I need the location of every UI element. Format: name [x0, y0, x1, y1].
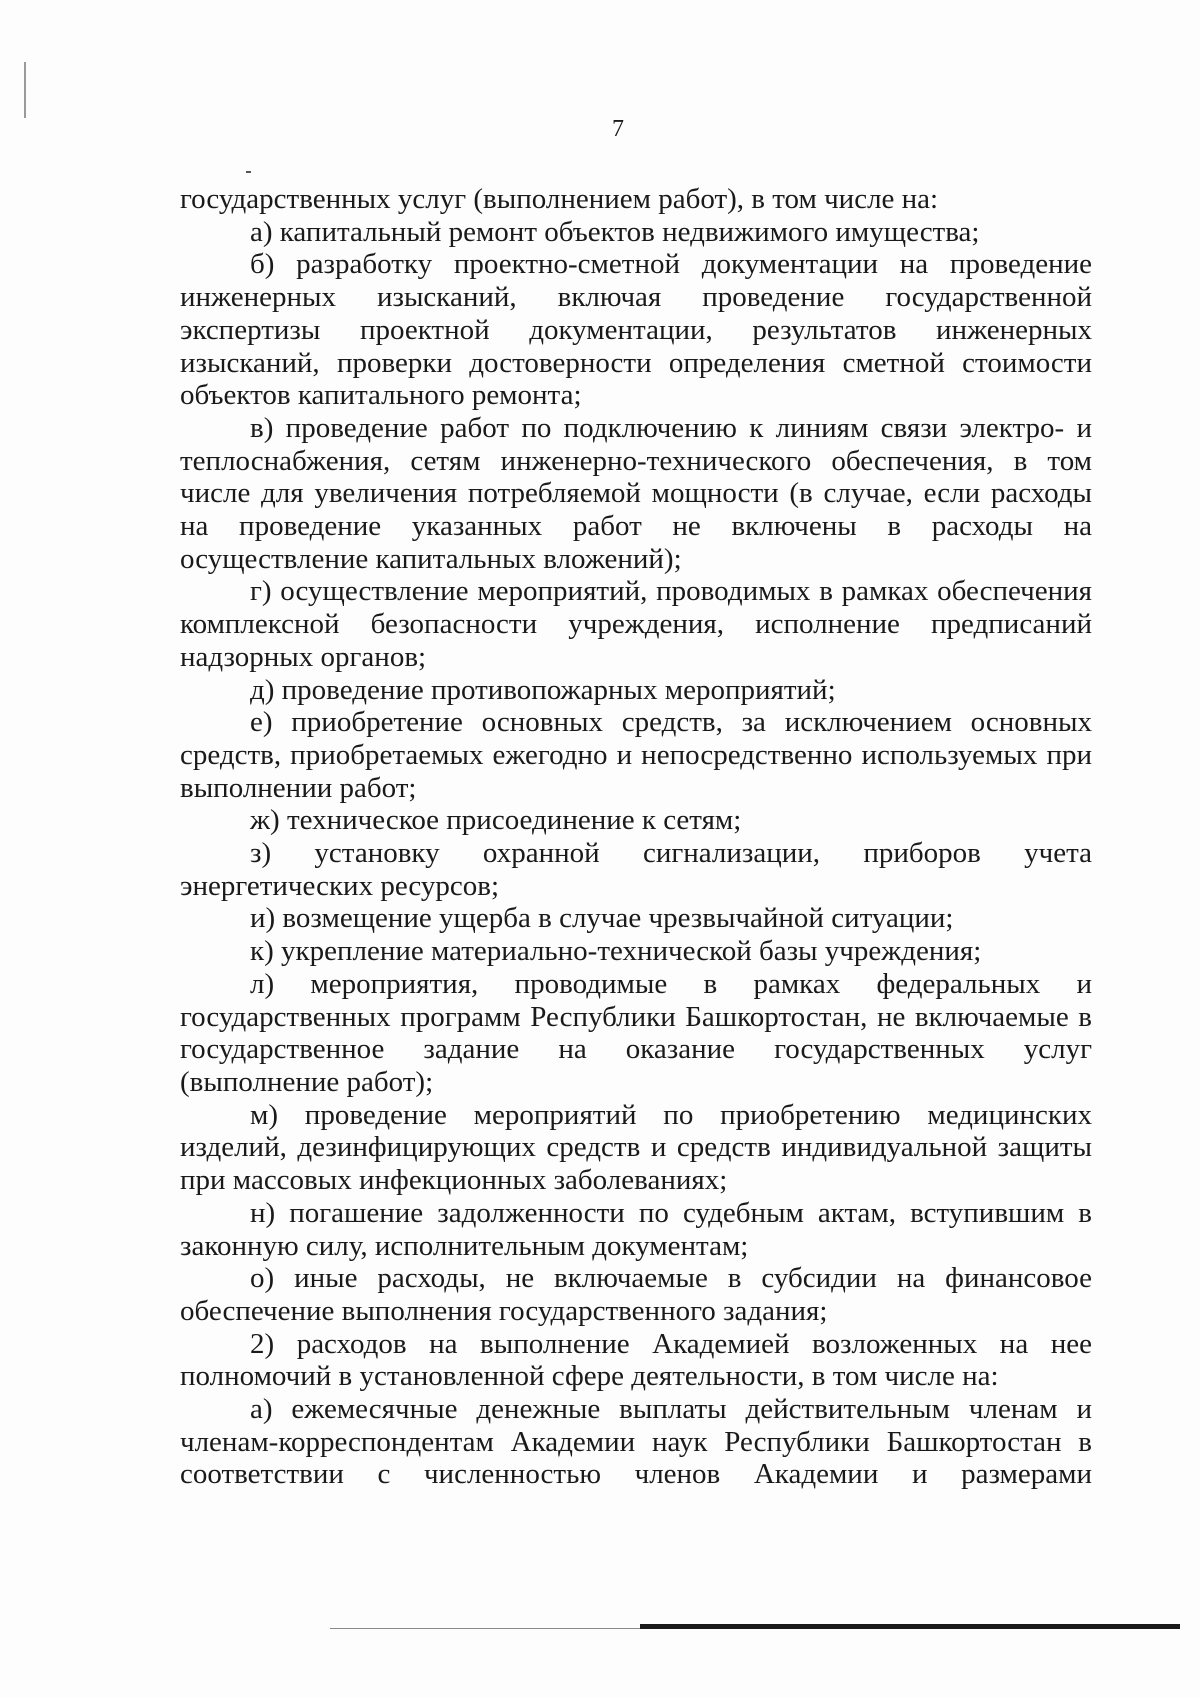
list-item-i: и) возмещение ущерба в случае чрезвычайной ситуации; [250, 902, 954, 935]
list-item-a: а) капитальный ремонт объектов недвижимого имущества; [250, 215, 980, 248]
scan-speck [246, 171, 251, 173]
footer-rule-heavy [640, 1624, 1180, 1629]
list-item-g: г) осуществление мероприятий, проводимых в рамках обеспечения комплексной безопасности учреждения, исполнение предписаний надзорных органов; [180, 575, 1092, 673]
list-item-l: л) мероприятия, проводимые в рамках федеральных и государственных программ Республики Башкортостан, не включаемые в государственное задание на оказание государственных услуг (выполнение работ); [180, 967, 1092, 1098]
list-item-d: д) проведение противопожарных мероприятий; [250, 673, 836, 706]
scan-edge-mark [24, 62, 26, 118]
list-item-e: е) приобретение основных средств, за исключением основных средств, приобретаемых ежегодно и непосредственно используемых при выполнении работ; [180, 706, 1092, 804]
list-item-k: к) укрепление материально-технической базы учреждения; [250, 935, 982, 968]
document-body [180, 183, 1092, 1491]
paragraph-continuation: государственных услуг (выполнением работ), в том числе на: [180, 183, 939, 215]
list-item-o: о) иные расходы, не включаемые в субсидии на финансовое обеспечение выполнения государственного задания; [180, 1262, 1092, 1327]
page-number: 7 [612, 116, 624, 142]
section-2-list-item-a: а) ежемесячные денежные выплаты действительным членам и членам-корреспондентам Академии наук Республики Башкортостан в соответствии с численностью членов Академии и размерами [180, 1393, 1092, 1491]
list-item-zh: ж) техническое присоединение к сетям; [250, 804, 742, 837]
list-item-m: м) проведение мероприятий по приобретению медицинских изделий, дезинфицирующих средств и средств индивидуальной защиты при массовых инфекционных заболеваниях; [180, 1098, 1092, 1197]
list-item-v: в) проведение работ по подключению к линиям связи электро- и теплоснабжения, сетям инженерно-технического обеспечения, в том числе для увеличения потребляемой мощности (в случае, если расходы на проведение указанных работ не включены в расходы на осуществление капитальных вложений); [180, 411, 1092, 575]
section-item-2: 2) расходов на выполнение Академией возложенных на нее полномочий в установленной сфере деятельности, в том числе на: [180, 1327, 1092, 1393]
list-item-z: з) установку охранной сигнализации, приборов учета энергетических ресурсов; [180, 837, 1092, 902]
list-item-n: н) погашение задолженности по судебным актам, вступившим в законную силу, исполнительным документам; [180, 1196, 1092, 1262]
list-item-b: б) разработку проектно-сметной документации на проведение инженерных изысканий, включая проведение государственной экспертизы проектной документации, результатов инженерных изысканий, проверки достоверности определения сметной стоимости объектов капитального ремонта; [180, 248, 1092, 412]
